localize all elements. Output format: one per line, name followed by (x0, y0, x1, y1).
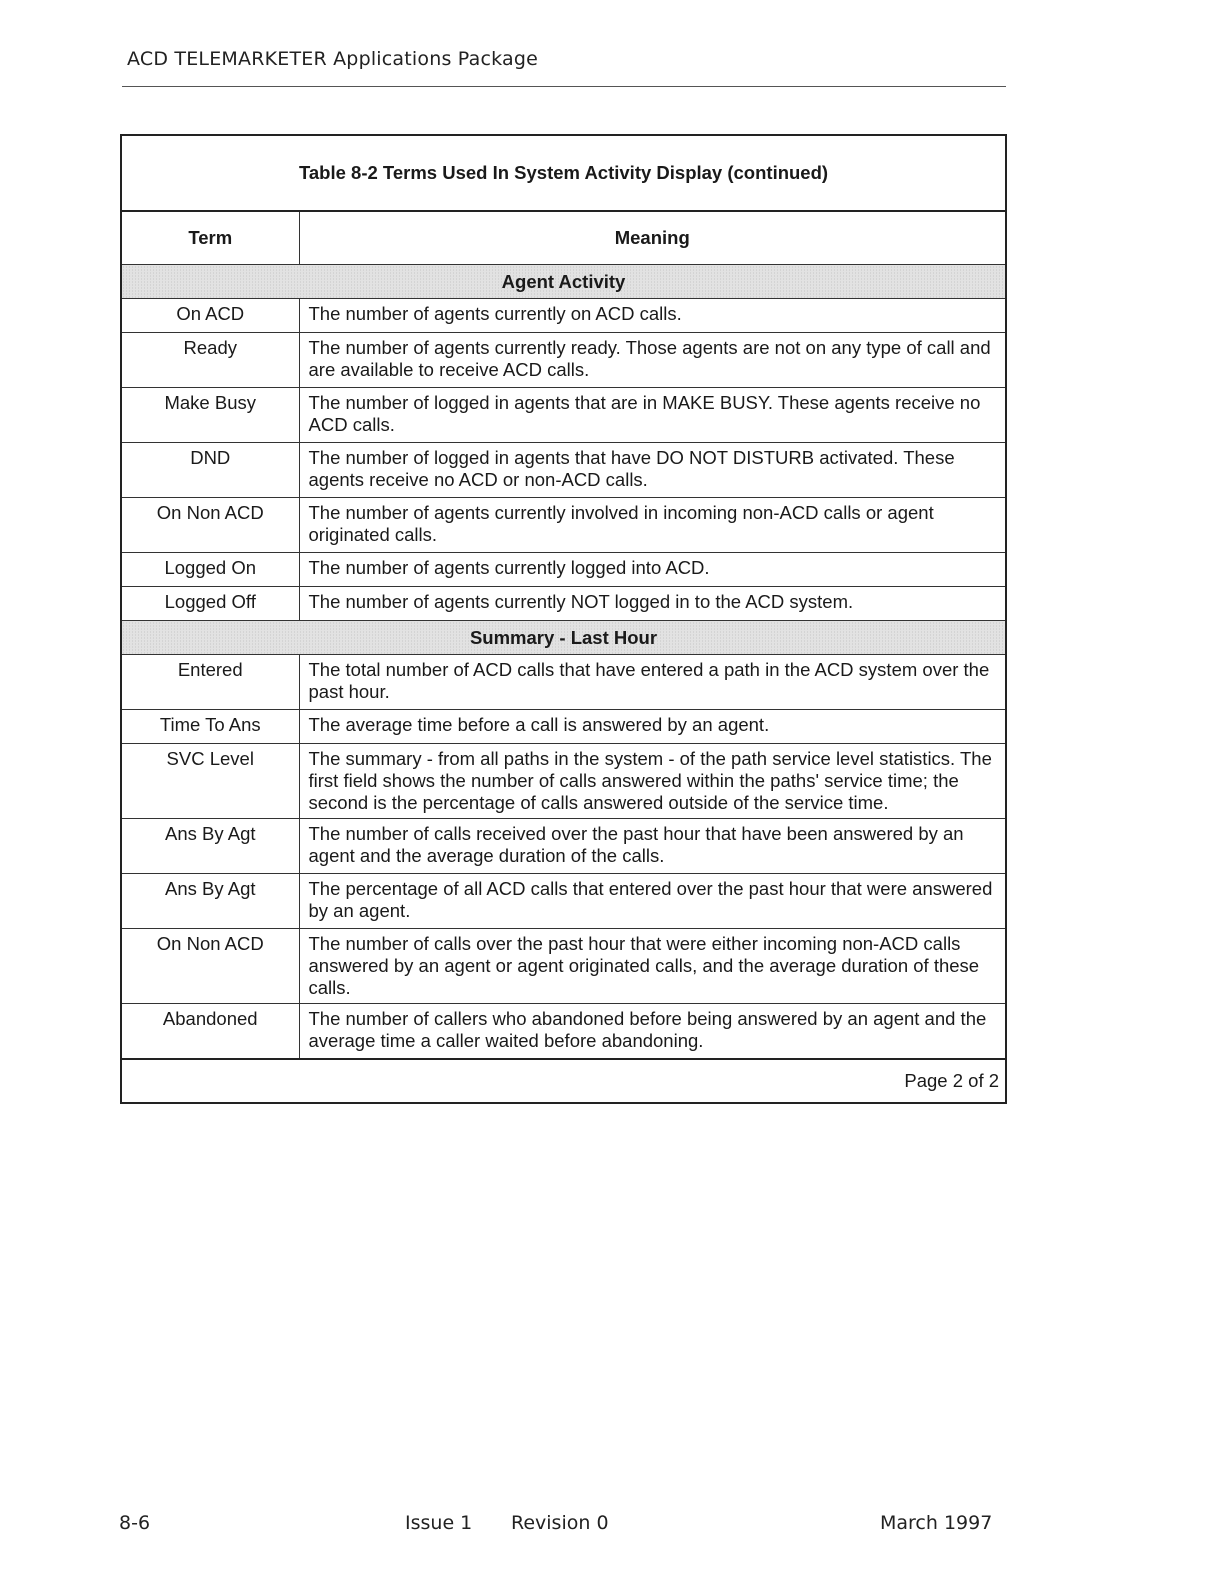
page-number: 8-6 (119, 1512, 151, 1534)
meaning-cell: The average time before a call is answered by an agent. (299, 710, 1006, 744)
table-row (121, 710, 1006, 744)
meaning-cell: The percentage of all ACD calls that entered over the past hour that were answered by an agent. (299, 874, 1006, 929)
section-header-row (121, 265, 1006, 299)
table-row (121, 553, 1006, 587)
table-row (121, 819, 1006, 874)
meaning-cell: The number of agents currently involved in incoming non-ACD calls or agent originated calls. (299, 498, 1006, 553)
table-row (121, 443, 1006, 498)
table-row (121, 299, 1006, 333)
table-row (121, 587, 1006, 621)
term-cell: Logged Off (121, 587, 299, 621)
column-header-term: Term (121, 211, 299, 265)
term-cell: Logged On (121, 553, 299, 587)
term-cell: Time To Ans (121, 710, 299, 744)
term-cell: Ans By Agt (121, 874, 299, 929)
table-row (121, 655, 1006, 710)
meaning-cell: The number of logged in agents that have DO NOT DISTURB activated. These agents receive no ACD or non-ACD calls. (299, 443, 1006, 498)
meaning-cell: The number of agents currently on ACD calls. (299, 299, 1006, 333)
table-row (121, 498, 1006, 553)
term-cell: On Non ACD (121, 498, 299, 553)
meaning-cell: The number of calls over the past hour that were either incoming non-ACD calls answered by an agent or agent originated calls, and the average duration of these calls. (299, 929, 1006, 1004)
meaning-cell: The number of agents currently NOT logged in to the ACD system. (299, 587, 1006, 621)
meaning-cell: The summary - from all paths in the system - of the path service level statistics. The first field shows the number of calls answered within the paths' service time; the second is the percentage of calls answered outside of the service time. (299, 744, 1006, 819)
table-row (121, 388, 1006, 443)
section-title-summary-last-hour: Summary - Last Hour (121, 621, 1006, 655)
column-header-meaning: Meaning (299, 211, 1006, 265)
table-row (121, 874, 1006, 929)
header-rule (122, 86, 1006, 87)
meaning-cell: The number of logged in agents that are in MAKE BUSY. These agents receive no ACD calls. (299, 388, 1006, 443)
term-cell: Ready (121, 333, 299, 388)
table-row (121, 333, 1006, 388)
table-row (121, 1004, 1006, 1059)
table-row (121, 744, 1006, 819)
page-indicator: Page 2 of 2 (121, 1059, 1006, 1103)
section-title-agent-activity: Agent Activity (121, 265, 1006, 299)
running-header-title: ACD TELEMARKETER Applications Package (127, 48, 538, 70)
table-caption: Table 8-2 Terms Used In System Activity Display (continued) (121, 135, 1006, 211)
term-cell: On Non ACD (121, 929, 299, 1004)
term-cell: Abandoned (121, 1004, 299, 1059)
meaning-cell: The number of callers who abandoned before being answered by an agent and the average time a caller waited before abandoning. (299, 1004, 1006, 1059)
section-header-row (121, 621, 1006, 655)
meaning-cell: The number of calls received over the past hour that have been answered by an agent and the average duration of the calls. (299, 819, 1006, 874)
term-cell: Make Busy (121, 388, 299, 443)
meaning-cell: The total number of ACD calls that have entered a path in the ACD system over the past hour. (299, 655, 1006, 710)
term-cell: DND (121, 443, 299, 498)
terms-table-container (120, 134, 1005, 1104)
term-cell: SVC Level (121, 744, 299, 819)
table-row (121, 929, 1006, 1004)
publication-date: March 1997 (880, 1512, 993, 1534)
meaning-cell: The number of agents currently ready. Those agents are not on any type of call and are available to receive ACD calls. (299, 333, 1006, 388)
revision-label: Revision 0 (511, 1512, 609, 1534)
term-cell: On ACD (121, 299, 299, 333)
issue-label: Issue 1 (405, 1512, 473, 1534)
term-cell: Entered (121, 655, 299, 710)
term-cell: Ans By Agt (121, 819, 299, 874)
terms-table (120, 134, 1007, 1104)
meaning-cell: The number of agents currently logged into ACD. (299, 553, 1006, 587)
